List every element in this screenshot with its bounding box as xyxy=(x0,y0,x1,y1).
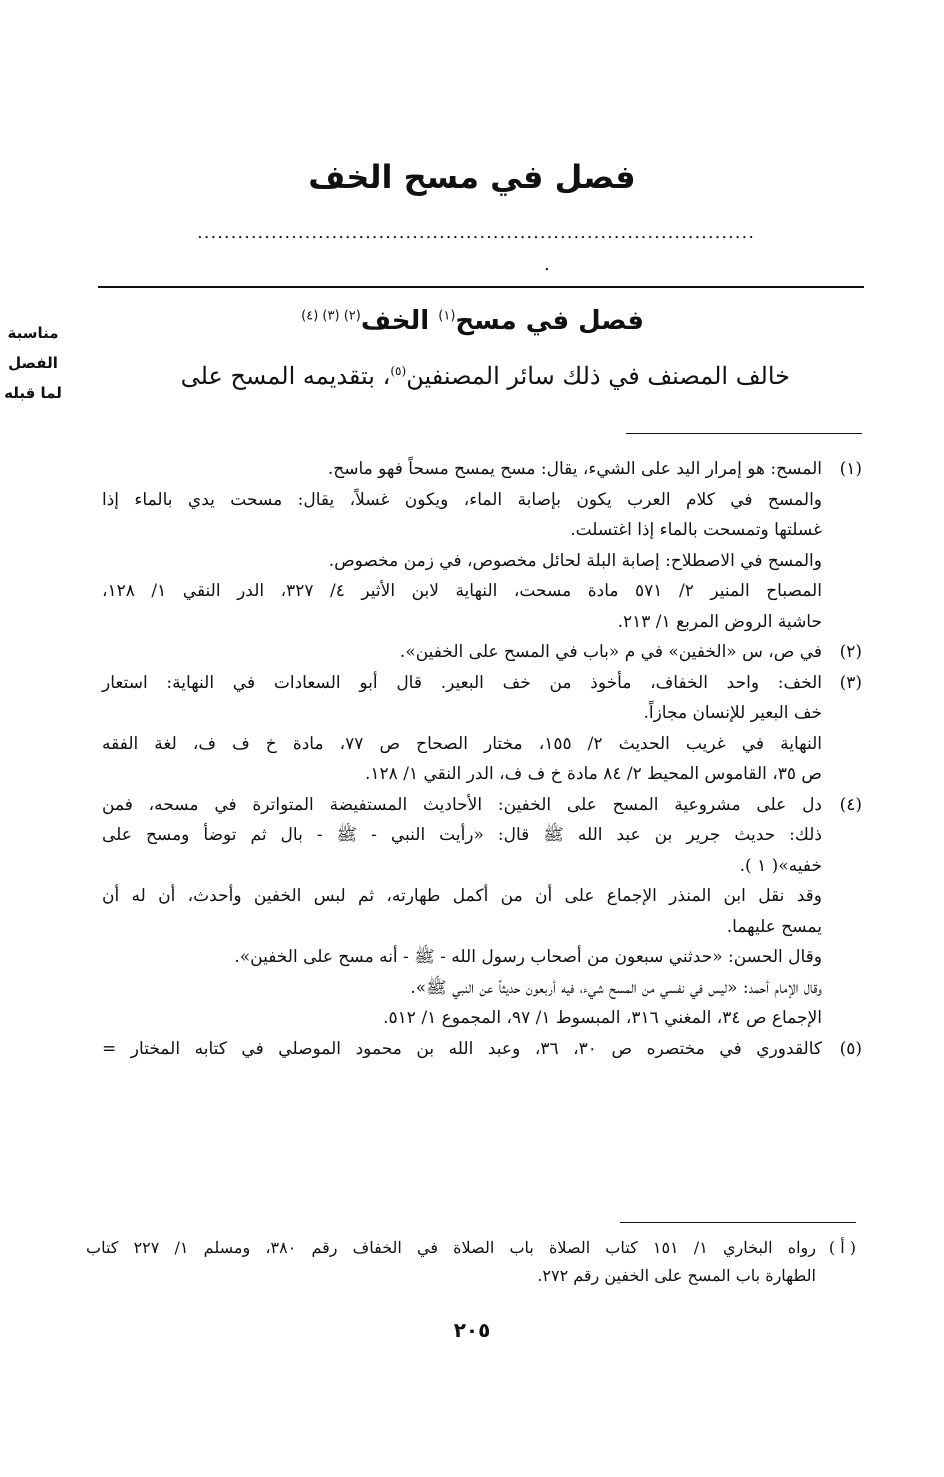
header-rule xyxy=(98,286,864,288)
footnote xyxy=(86,1234,856,1290)
section-heading-word: الخف xyxy=(360,306,430,336)
note-line: وقال الإمام أحمد: «ليس في نفسي من المسح شيء، فيه أربعون حديثاً عن النبي ﷺ». xyxy=(410,977,822,998)
note-number: (٣) xyxy=(839,672,862,693)
note-line: الخف: واحد الخفاف، مأخوذ من خف البعير. قال أبو السعادات في النهاية: استعار xyxy=(102,672,822,693)
note-line: والمسح في الاصطلاح: إصابة البلة لحائل مخصوص، في زمن مخصوص. xyxy=(328,550,822,571)
notes-rule xyxy=(626,433,862,434)
section-heading xyxy=(301,306,644,336)
footnote-rule xyxy=(620,1222,856,1223)
main-text xyxy=(181,362,790,390)
note-line: غسلتها وتمسحت بالماء إذا اغتسلت. xyxy=(570,520,822,540)
main-text-after: ، بتقديمه المسح على xyxy=(180,362,391,390)
note-3 xyxy=(102,668,862,790)
side-note-line: مناسبة xyxy=(7,324,59,342)
note-line: كالقدوري في مختصره ص ٣٠، ٣٦، وعبد الله بن محمود الموصلي في كتابه المختار = xyxy=(102,1038,822,1059)
footnote-item xyxy=(86,1234,856,1290)
note-line: النهاية في غريب الحديث ٢/ ١٥٥، مختار الصحاح ص ٧٧، مادة خ ف ف، لغة الفقه xyxy=(102,733,822,754)
side-note-line: لما قبله xyxy=(4,384,62,402)
note-line: خفيه»( ١ ). xyxy=(739,855,822,876)
note-5 xyxy=(102,1034,862,1065)
notes-list xyxy=(102,454,862,1064)
note-line: في ص، س «الخفين» في م «باب في المسح على الخفين». xyxy=(399,642,822,662)
note-number: (٥) xyxy=(839,1038,862,1059)
note-number: (٢) xyxy=(839,642,862,662)
note-line: وقد نقل ابن المنذر الإجماع على أن من أكمل طهارته، ثم لبس الخفين وأحدث، أن له أن xyxy=(102,886,822,906)
footnote-number: ( أ ) xyxy=(828,1238,856,1257)
section-heading-ref1: (١) xyxy=(438,308,456,324)
note-line: دل على مشروعية المسح على الخفين: الأحاديث المستفيضة المتواترة في مسحه، فمن xyxy=(102,794,822,815)
note-line: ص ٣٥، القاموس المحيط ٢/ ٨٤ مادة خ ف ف، الدر النقي ١/ ١٢٨. xyxy=(364,764,822,784)
main-text-ref: (٥) xyxy=(390,364,407,378)
note-line: المصباح المنير ٢/ ٥٧١ مادة مسحت، النهاية لابن الأثير ٤/ ٣٢٧، الدر النقي ١/ ١٢٨، xyxy=(102,581,822,601)
dotted-separator: ................................................................................... xyxy=(197,222,755,243)
page-title: فصل في مسح الخف xyxy=(308,158,636,196)
note-number: (٤) xyxy=(839,794,862,815)
note-line: وقال الحسن: «حدثني سبعون من أصحاب رسول الله - ﷺ - أنه مسح على الخفين». xyxy=(234,947,822,967)
note-2 xyxy=(102,637,862,668)
side-note-line: الفصل xyxy=(8,354,58,372)
note-line: المسح: هو إمرار اليد على الشيء، يقال: مسح يمسح مسحاً فهو ماسح. xyxy=(327,459,822,479)
note-line: الإجماع ص ٣٤، المغني ٣١٦، المبسوط ١/ ٩٧، المجموع ١/ ٥١٢. xyxy=(383,1008,822,1028)
section-heading-text: فصل في مسح xyxy=(455,306,644,336)
note-line: ذلك: حديث جرير بن عبد الله ﷺ قال: «رأيت النبي - ﷺ - بال ثم توضأ ومسح على xyxy=(102,825,822,845)
main-text-before: خالف المصنف في ذلك سائر المصنفين xyxy=(406,362,790,390)
dot-mark: . xyxy=(544,254,550,275)
note-line: يمسح عليهما. xyxy=(726,916,822,937)
footnote-line: الطهارة باب المسح على الخفين رقم ٢٧٢. xyxy=(537,1266,816,1285)
note-line: خف البعير للإنسان مجازاً. xyxy=(643,703,822,723)
note-line: حاشية الروض المربع ١/ ٢١٣. xyxy=(617,611,822,632)
side-note xyxy=(0,318,68,408)
footnote-line: رواه البخاري ١/ ١٥١ كتاب الصلاة باب الصلاة في الخفاف رقم ٣٨٠، ومسلم ١/ ٢٢٧ كتاب xyxy=(86,1238,817,1257)
note-line: والمسح في كلام العرب يكون بإصابة الماء، ويكون غسلاً، يقال: مسحت يدي بالماء إذا xyxy=(102,489,822,510)
note-4 xyxy=(102,790,862,1034)
section-heading-refs: (٢) (٣) (٤) xyxy=(301,308,361,324)
page-number: ٢٠٥ xyxy=(453,1318,491,1342)
note-number: (١) xyxy=(839,459,862,479)
note-1 xyxy=(102,454,862,637)
